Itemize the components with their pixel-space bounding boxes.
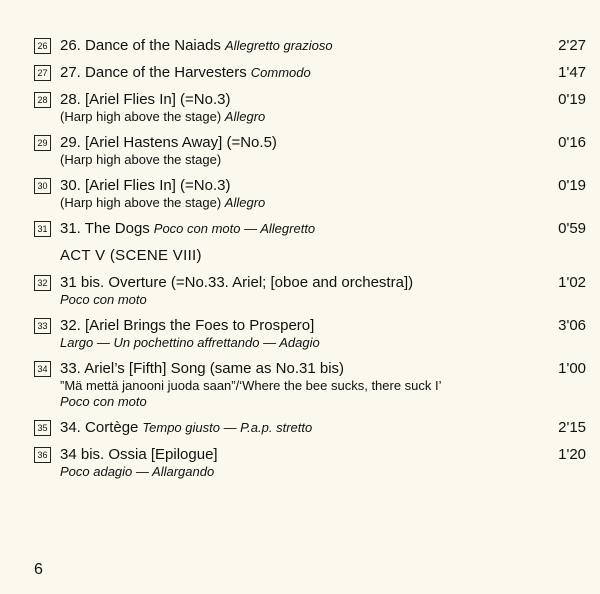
track-tempo: Poco adagio — Allargando [60, 464, 215, 479]
track-number-box: 27 [34, 65, 51, 81]
track-duration: 1'20 [558, 446, 586, 463]
track-lyric-title: ”Mä mettä janooni juoda saan”/‘Where the bee sucks, there suck I’ [60, 378, 442, 393]
track-tempo: Poco con moto [60, 292, 147, 307]
track-duration: 0'19 [558, 177, 586, 194]
track-duration: 3'06 [558, 317, 586, 334]
track-tempo: Allegretto grazioso [224, 38, 333, 53]
track-tempo: Poco con moto [60, 394, 147, 409]
track-tempo: Poco con moto — Allegretto [153, 221, 316, 236]
track-number-box: 33 [34, 318, 51, 334]
track-title: 26. Dance of the Naiads [60, 37, 221, 54]
track-duration: 0'16 [558, 134, 586, 151]
track-item [34, 63, 594, 82]
track-title: 27. Dance of the Harvesters [60, 64, 247, 81]
track-subtitle [60, 109, 594, 125]
track-item [34, 36, 594, 55]
track-item [34, 445, 594, 480]
track-duration: 1'47 [558, 64, 586, 81]
track-note: (Harp high above the stage) [60, 109, 222, 124]
track-number-box: 30 [34, 178, 51, 194]
track-item [34, 418, 594, 437]
track-subtitle [60, 335, 594, 351]
track-item [34, 273, 594, 308]
track-title: 34 bis. Ossia [Epilogue] [60, 446, 218, 463]
track-item [34, 359, 594, 410]
track-duration: 1'00 [558, 360, 586, 377]
track-item [34, 90, 594, 125]
track-number-box: 26 [34, 38, 51, 54]
track-tempo: Largo — Un pochettino affrettando — Adagio [60, 335, 320, 350]
act-heading: ACT V (SCENE VIII) [60, 247, 202, 264]
track-note: (Harp high above the stage) [60, 195, 222, 210]
track-tempo: Commodo [250, 65, 311, 80]
track-title: 29. [Ariel Hastens Away] (=No.5) [60, 134, 277, 151]
track-title: 33. Ariel’s [Fifth] Song (same as No.31 bis) [60, 360, 345, 377]
tracklist [34, 36, 594, 488]
track-subtitle [60, 378, 594, 410]
track-duration: 0'19 [558, 91, 586, 108]
track-number-box: 32 [34, 275, 51, 291]
track-number-box: 31 [34, 221, 51, 237]
track-duration: 1'02 [558, 274, 586, 291]
track-item [34, 219, 594, 238]
track-title: 31. The Dogs [60, 220, 150, 237]
track-tempo: Tempo giusto — P.a.p. stretto [142, 420, 313, 435]
track-item [34, 316, 594, 351]
track-title: 32. [Ariel Brings the Foes to Prospero] [60, 317, 315, 334]
track-number-box: 35 [34, 420, 51, 436]
track-duration: 2'15 [558, 419, 586, 436]
track-title: 34. Cortège [60, 419, 139, 436]
track-title: 30. [Ariel Flies In] (=No.3) [60, 177, 231, 194]
track-duration: 0'59 [558, 220, 586, 237]
track-subtitle [60, 292, 594, 308]
track-tempo: Allegro [224, 195, 266, 210]
track-title: 31 bis. Overture (=No.33. Ariel; [oboe and orchestra]) [60, 274, 414, 291]
track-number-box: 29 [34, 135, 51, 151]
track-tempo: Allegro [224, 109, 266, 124]
track-item [34, 176, 594, 211]
track-subtitle [60, 152, 594, 168]
track-title: 28. [Ariel Flies In] (=No.3) [60, 91, 231, 108]
track-number-box: 36 [34, 447, 51, 463]
track-subtitle [60, 464, 594, 480]
track-item [34, 133, 594, 168]
track-number-box: 34 [34, 361, 51, 377]
track-number-box: 28 [34, 92, 51, 108]
track-note: (Harp high above the stage) [60, 152, 222, 167]
track-duration: 2'27 [558, 37, 586, 54]
page-number: 6 [34, 561, 43, 578]
track-subtitle [60, 195, 594, 211]
